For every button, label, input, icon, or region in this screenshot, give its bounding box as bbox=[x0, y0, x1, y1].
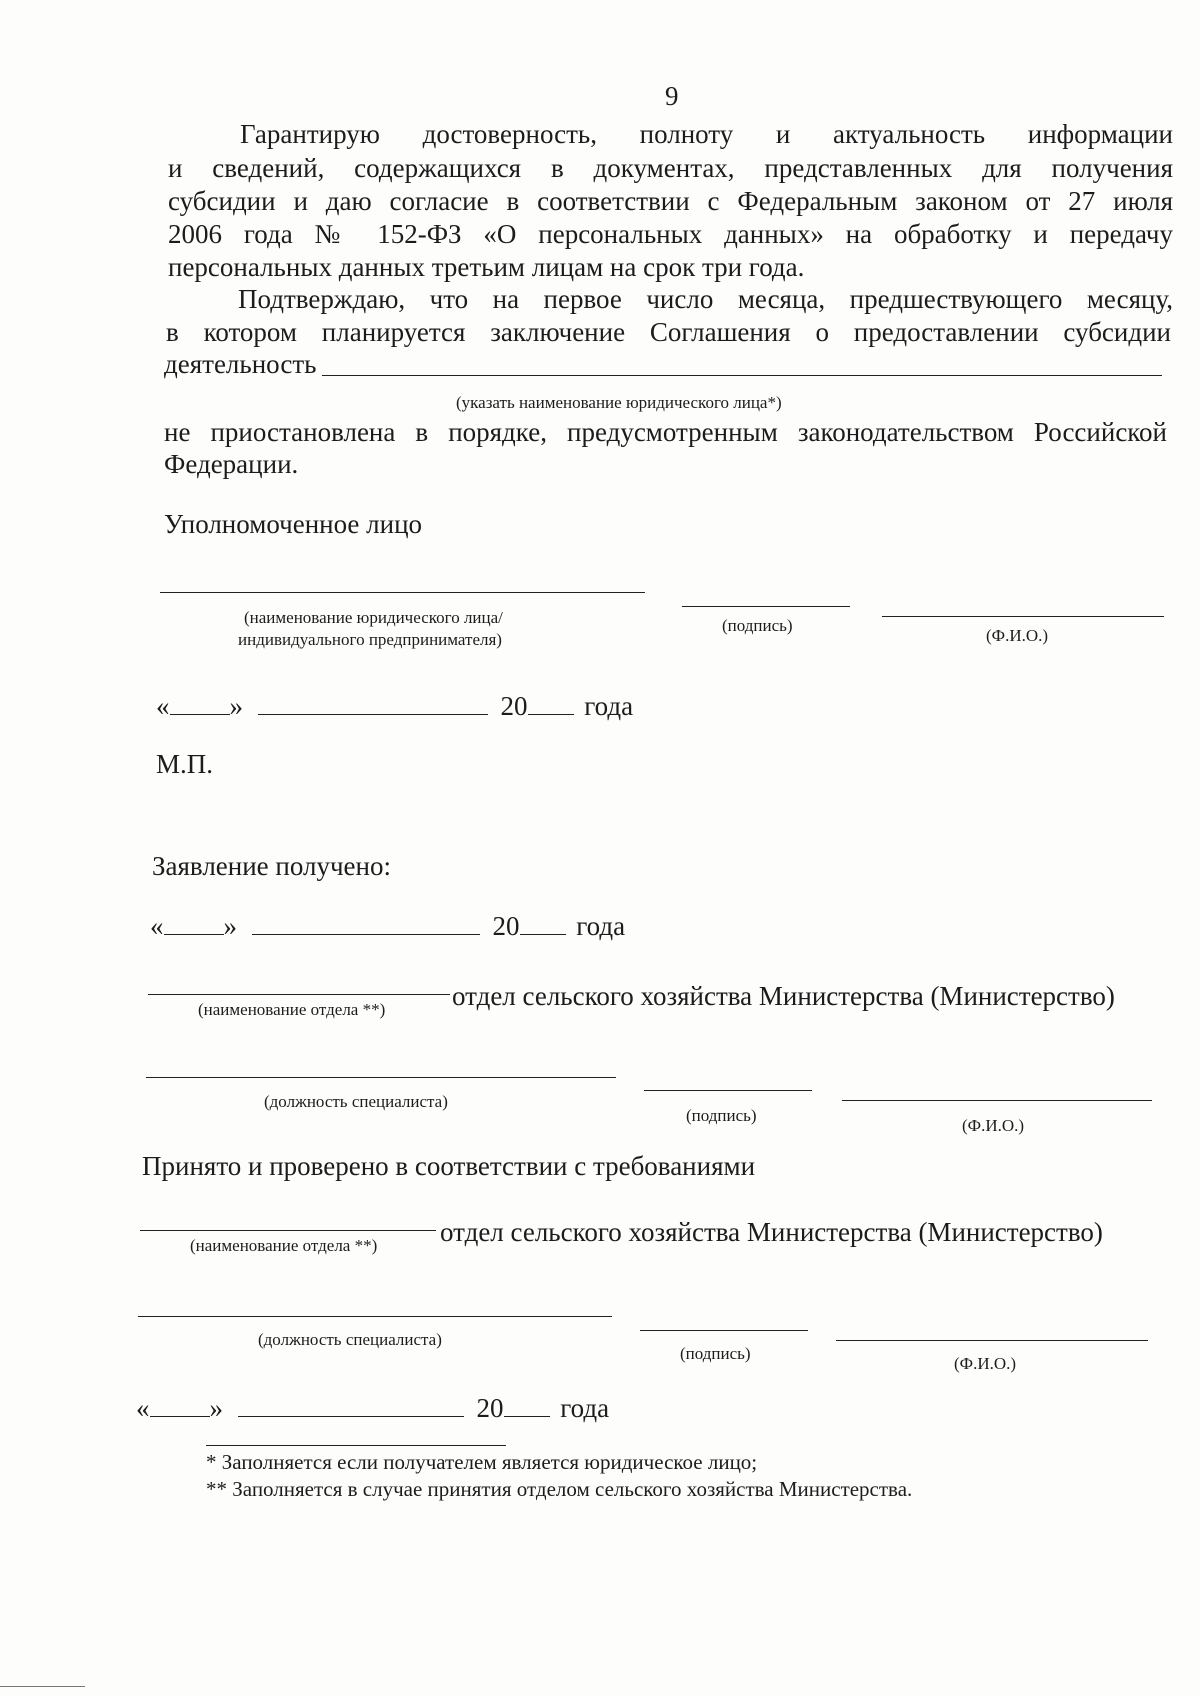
entity-name-caption: (указать наименование юридического лица*) bbox=[456, 393, 782, 412]
authorized-fio-line bbox=[882, 616, 1164, 617]
para1-line-3: субсидии и даю согласие в соответствии с Федеральным законом от 27 июля bbox=[168, 186, 1173, 216]
received-heading: Заявление получено: bbox=[152, 851, 391, 881]
para2-line-1: Подтверждаю, что на первое число месяца, предшествующего месяцу, bbox=[238, 284, 1173, 314]
received-position-caption: (должность специалиста) bbox=[264, 1092, 448, 1111]
page-number: 9 bbox=[665, 81, 679, 111]
authorized-fio-caption: (Ф.И.О.) bbox=[986, 626, 1049, 645]
accepted-department-line bbox=[140, 1230, 436, 1231]
authorized-name-caption-2: индивидуального предпринимателя) bbox=[238, 630, 502, 649]
footnote-2: ** Заполняется в случае принятия отделом сельского хозяйства Министерства. bbox=[206, 1477, 913, 1501]
accepted-position-caption: (должность специалиста) bbox=[258, 1330, 442, 1349]
para2-line-2: в котором планируется заключение Соглашения о предоставлении субсидии bbox=[166, 317, 1171, 347]
para1-line-4: 2006 года № 152-ФЗ «О персональных данных» на обработку и передачу bbox=[168, 219, 1173, 249]
received-department-text: отдел сельского хозяйства Министерства (Министерство) bbox=[452, 981, 1115, 1011]
received-department-caption: (наименование отдела **) bbox=[198, 1000, 386, 1019]
accepted-signature-caption: (подпись) bbox=[680, 1344, 751, 1363]
accepted-signature-line bbox=[640, 1330, 808, 1331]
footnote-1: * Заполняется если получателем является юридическое лицо; bbox=[206, 1450, 758, 1474]
accepted-department-caption: (наименование отдела **) bbox=[190, 1236, 378, 1255]
para1-line-2: и сведений, содержащихся в документах, представленных для получения bbox=[168, 153, 1173, 183]
received-date: « » 20 года bbox=[150, 911, 626, 941]
para2-cont-line: не приостановлена в порядке, предусмотренным законодательством Российской bbox=[164, 417, 1167, 447]
footnote-separator bbox=[206, 1445, 506, 1446]
authorized-name-caption-1: (наименование юридического лица/ bbox=[244, 608, 503, 627]
accepted-department-text: отдел сельского хозяйства Министерства (Министерство) bbox=[440, 1217, 1103, 1247]
authorized-heading: Уполномоченное лицо bbox=[164, 509, 423, 539]
accepted-fio-line bbox=[836, 1340, 1148, 1341]
received-position-line bbox=[146, 1077, 616, 1078]
authorized-signature-line bbox=[682, 606, 850, 607]
authorized-signature-caption: (подпись) bbox=[722, 616, 793, 635]
authorized-name-line bbox=[160, 592, 645, 593]
received-fio-line bbox=[842, 1100, 1152, 1101]
accepted-position-line bbox=[138, 1316, 612, 1317]
activity-label: деятельность bbox=[164, 349, 317, 379]
scan-mark bbox=[0, 1686, 85, 1687]
received-department-line bbox=[148, 994, 450, 995]
entity-name-line bbox=[322, 375, 1162, 376]
accepted-date: « » 20 года bbox=[136, 1393, 610, 1423]
received-signature-line bbox=[644, 1090, 812, 1091]
authorized-date: « » 20 года bbox=[156, 691, 634, 721]
para1-last-line: персональных данных третьим лицам на срок три года. bbox=[168, 252, 805, 282]
stamp-label: М.П. bbox=[156, 749, 214, 779]
received-fio-caption: (Ф.И.О.) bbox=[962, 1116, 1025, 1135]
accepted-heading: Принято и проверено в соответствии с требованиями bbox=[142, 1151, 756, 1181]
para1-line-1: Гарантирую достоверность, полноту и актуальность информации bbox=[240, 119, 1173, 149]
accepted-fio-caption: (Ф.И.О.) bbox=[954, 1354, 1017, 1373]
para2-last-line: Федерации. bbox=[164, 449, 299, 479]
received-signature-caption: (подпись) bbox=[686, 1106, 757, 1125]
